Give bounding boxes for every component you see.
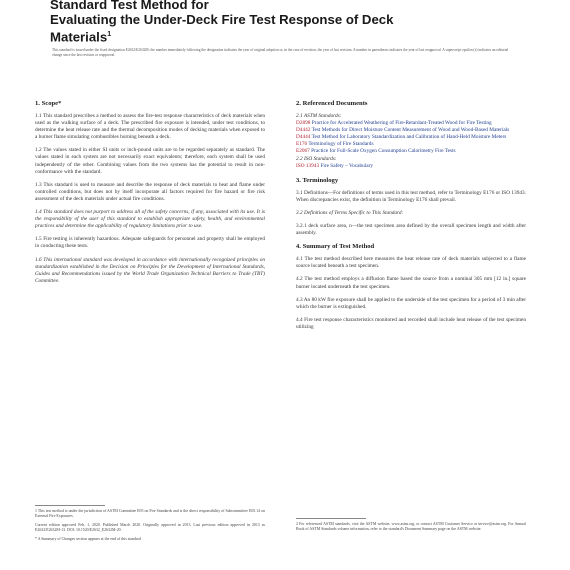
reference-id[interactable]: ISO 13943 [296, 162, 320, 169]
left-footnotes [35, 505, 265, 545]
iso-standards-label: 2.2 ISO Standards: [296, 155, 337, 162]
designation-notice: This standard is issued under the fixed designation E2632/E2632M; the number immediately following the designation indicates the year of original adoption or, in the case of revision, the year of last revision. A number in parentheses indicates the year of last reapproval. A superscript epsilon (ε) indicates an editorial change since the last revision or reapproval. [52, 48, 509, 57]
left-column [35, 100, 265, 555]
paragraph-1-4: 1.4 This standard does not purport to address all of the safety concerns, if any, associated with its use. It is the responsibility of the user of this standard to establish appropriate safety, health, and environmental practices and determine the applicability of regulatory limitations prior to use. [35, 209, 265, 230]
title-line-2: Evaluating the Under-Deck Fire Test Response of Deck [50, 12, 394, 27]
title-line-3-text: Materials [50, 29, 108, 45]
reference-id[interactable]: D4444 [296, 134, 311, 141]
reference-title[interactable]: Practice for Accelerated Weathering of Fire-Retardant-Treated Wood for Fire Testing [311, 120, 492, 127]
terminology-heading: 3. Terminology [296, 176, 339, 184]
summary-heading: 4. Summary of Test Method [296, 243, 375, 251]
referenced-documents-heading: 2. Referenced Documents [296, 100, 368, 107]
footnote-2: 2 For referenced ASTM standards, visit the ASTM website, www.astm.org, or contact ASTM Customer Service at service@astm.org. For Annual Book of ASTM Standards volume information, refer to the standard's Document Summary page on the ASTM website. [296, 522, 526, 532]
paragraph-3-2: 3.2 Definitions of Terms Specific to This Standard: [296, 209, 404, 216]
reference-title[interactable]: Test Methods for Direct Moisture Content Measurement of Wood and Wood-Based Materials [311, 127, 510, 134]
footnote-1: 1 This test method is under the jurisdiction of ASTM Committee E05 on Fire Standards and is the direct responsibility of Subcommittee E05.14 on External Fire Exposures. [35, 509, 265, 519]
astm-references [296, 113, 526, 170]
title-line-1: Standard Test Method for [50, 0, 209, 12]
paragraph-1-2: 1.2 The values stated in either SI units or inch-pound units are to be regarded separately as standard. The values stated in each system are not necessarily exact equivalents; therefore, each system shall be used independently of the other. Combining values from the two systems has the potential to result in non-conformance with the standard. [35, 147, 265, 175]
paragraph-3-2-1: 3.2.1 deck surface area, n—the test specimen area defined by the overall specimen length and width after assembly. [296, 223, 526, 237]
paragraph-1-6: 1.6 This international standard was developed in accordance with internationally recognized principles on standardization established in the Decision on Principles for the Development of International Standards, Guides and Recommendations issued by the World Trade Organization Technical Barriers to Trade (TBT) Committee. [35, 256, 265, 284]
right-column [296, 100, 526, 555]
reference-item[interactable] [296, 148, 526, 155]
scope-heading: 1. Scope* [35, 100, 62, 107]
footnote-rule [35, 505, 105, 506]
reference-title[interactable]: Test Method for Laboratory Standardization and Calibration of Hand-Held Moisture Meters [311, 134, 507, 141]
paragraph-4-2: 4.2 The test method employs a diffusion flame based the source from a nominal 305 mm [12 in.] square burner located underneath the test specimen. [296, 276, 526, 290]
reference-id[interactable]: D2898 [296, 120, 311, 127]
reference-item[interactable] [296, 163, 526, 170]
reference-title[interactable]: Practice for Full-Scale Oxygen Consumption Calorimetry Fire Tests [311, 148, 456, 155]
paragraph-1-5: 1.5 Fire testing is inherently hazardous. Adequate safeguards for personnel and property shall be employed in conducting these tests. [35, 236, 265, 250]
paragraph-4-4: 4.4 Fire test response characteristics monitored and recorded shall include heat release of the test specimen utilizing [296, 316, 526, 330]
footnote-summary-changes: * A Summary of Changes section appears at the end of this standard [35, 536, 141, 541]
paragraph-4-3: 4.3 An 80 kW fire exposure shall be applied to the underside of the test specimen for a period of 3 min after which the burner is extinguished. [296, 296, 526, 310]
paragraph-3-1: 3.1 Definitions—For definitions of terms used in this test method, refer to Terminology E176 or ISO 13943. When discrepancies exist, the definition in Terminology E176 shall prevail. [296, 189, 526, 203]
footnote-rule [296, 518, 366, 519]
reference-title[interactable]: Fire Safety – Vocabulary [320, 162, 374, 169]
document-title [50, 0, 520, 44]
reference-id[interactable]: E2067 [296, 148, 310, 155]
paragraph-1-3: 1.3 This standard is used to measure and describe the response of deck materials to heat and flame under controlled conditions, but does not by itself incorporate all factors required for fire hazard or fire risk assessment of the deck materials under actual fire conditions. [35, 181, 265, 202]
title-line-3 [50, 27, 520, 44]
title-footnote-marker: 1 [107, 31, 112, 38]
reference-id[interactable]: E176 [296, 141, 308, 148]
paragraph-1-1: 1.1 This standard prescribes a method to assess the fire-test response characteristics of deck materials when used as the walking surface of a deck. The prescribed fire exposure is intended, under test conditions, to determine the heat release rate and the thermal decomposition modes of decking materials when exposed to a burner flame simulating combustibles burning beneath a deck. [35, 113, 265, 141]
reference-title[interactable]: Terminology of Fire Standards [308, 141, 374, 148]
astm-standards-label: 2.1 ASTM Standards: [296, 113, 342, 119]
reference-id[interactable]: D4442 [296, 127, 311, 134]
right-footnotes [296, 518, 526, 536]
paragraph-4-1: 4.1 The test method described here measures the heat release rate of deck materials subjected to a flame source located beneath a test specimen. [296, 256, 526, 270]
footnote-edition: Current edition approved Feb. 1, 2020. Published March 2020. Originally approved in 2013. Last previous edition approved in 2013 as E2632/E2632M-13. DOI: 10.1520/E2632_E2632M-20. [35, 522, 265, 533]
